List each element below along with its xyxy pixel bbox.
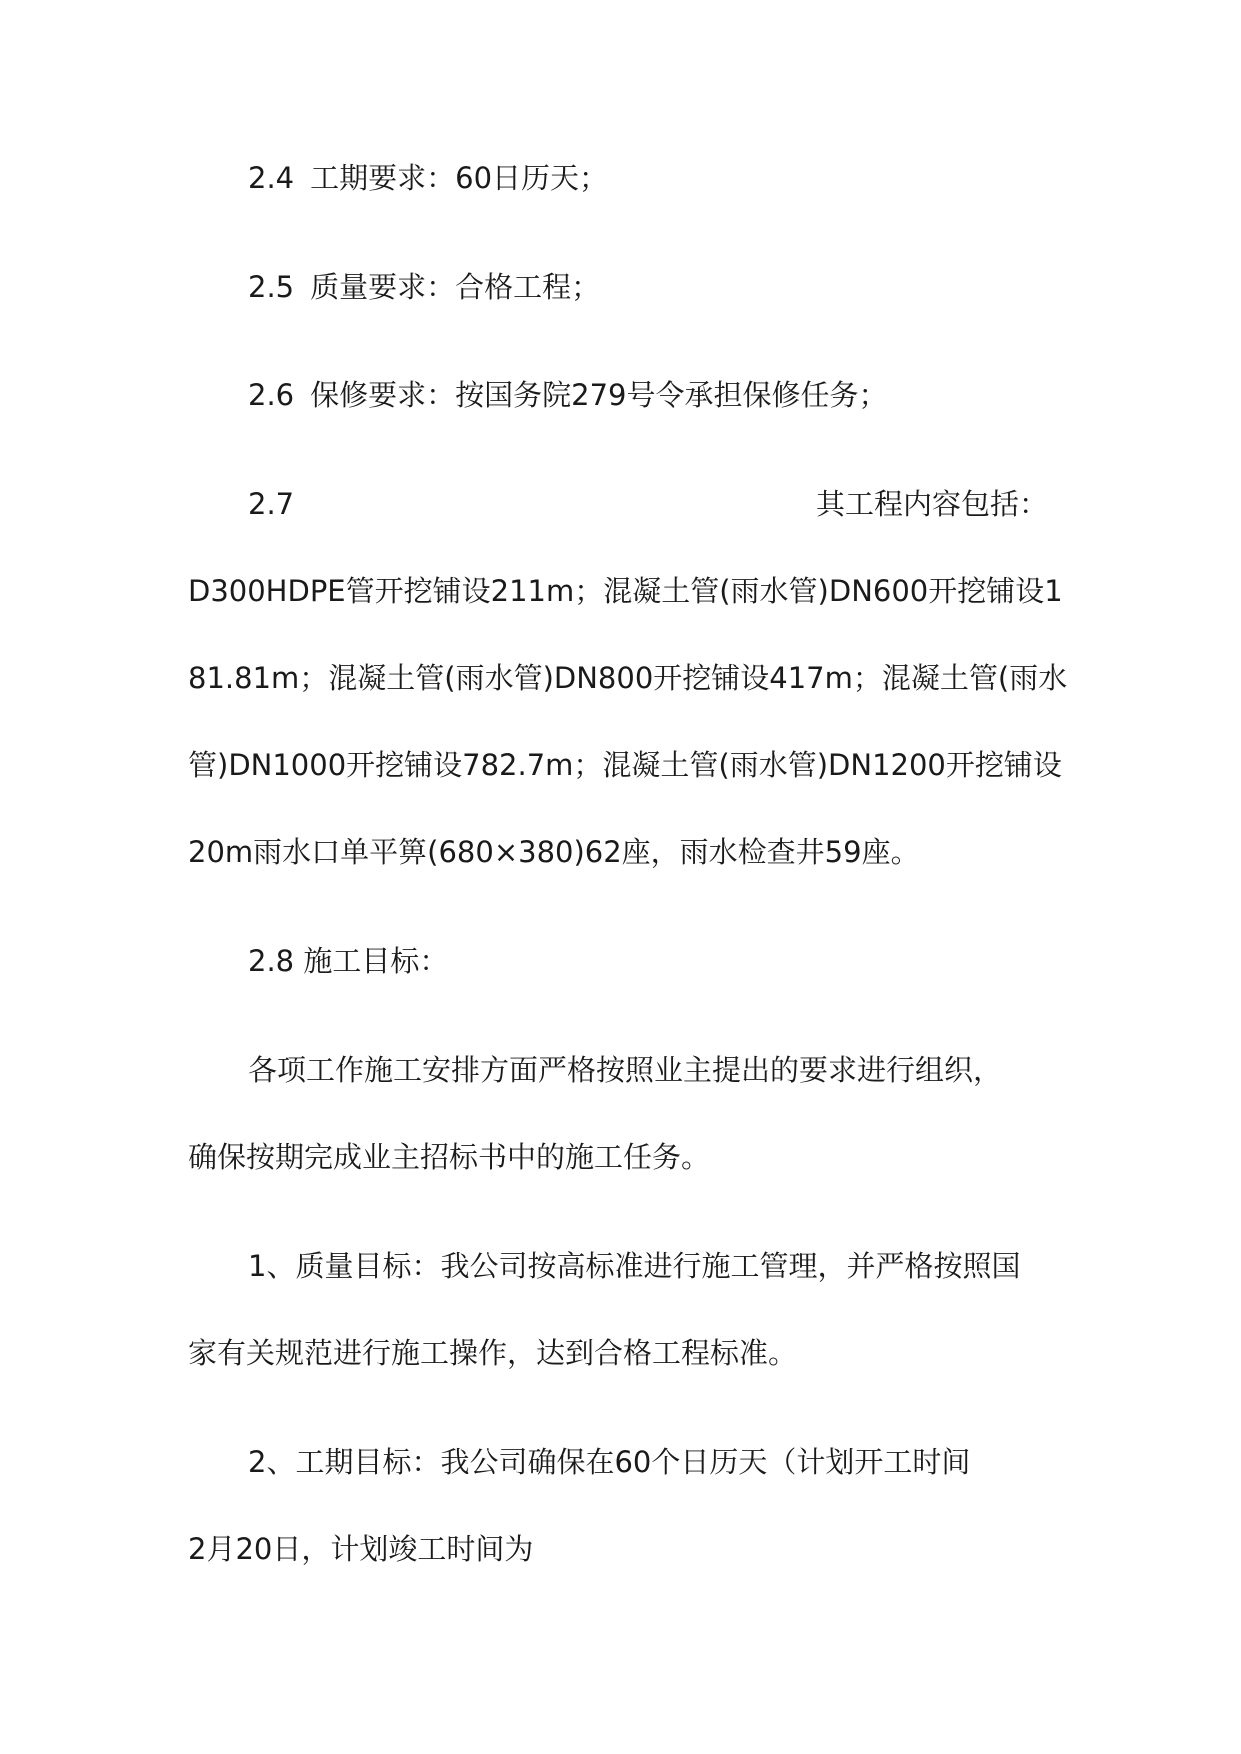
- section-number: 2.7: [248, 487, 295, 521]
- section-2-6-line: [248, 375, 1108, 415]
- paragraph-line: 各项工作施工安排方面严格按照业主提出的要求进行组织，: [248, 1053, 1003, 1087]
- paragraph-line: 确保按期完成业主招标书中的施工任务。: [188, 1140, 711, 1174]
- section-text: 其工程内容包括：: [815, 487, 1048, 521]
- schedule-target-line: 2、工期目标：我公司确保在60个日历天（计划开工时间: [248, 1445, 971, 1479]
- paragraph-line: 81.81m；混凝土管(雨水管)DN800开挖铺设417m；混凝土管(雨水: [188, 661, 1068, 695]
- paragraph-line: D300HDPE管开挖铺设211m；混凝土管(雨水管)DN600开挖铺设1: [188, 574, 1063, 608]
- section-number: 2.6: [248, 378, 295, 412]
- section-number: 2.4: [248, 161, 295, 195]
- paragraph-line: 家有关规范进行施工操作，达到合格工程标准。: [188, 1336, 798, 1370]
- section-2-4-line: [248, 158, 1108, 198]
- section-text: 质量要求：合格工程；: [310, 270, 601, 304]
- section-text: 保修要求：按国务院279号令承担保修任务；: [310, 378, 888, 412]
- paragraph-line: 2月20日，计划竣工时间为: [188, 1532, 534, 1566]
- section-2-8-heading: 2.8 施工目标：: [248, 944, 449, 978]
- section-number: 2.5: [248, 270, 295, 304]
- section-text: 工期要求：60日历天；: [310, 161, 609, 195]
- paragraph-line: 管)DN1000开挖铺设782.7m；混凝土管(雨水管)DN1200开挖铺设: [188, 748, 1062, 782]
- section-2-5-line: [248, 267, 1108, 307]
- paragraph-line: 20m雨水口单平箅(680×380)62座，雨水检查井59座。: [188, 835, 920, 869]
- quality-target-line: 1、质量目标：我公司按高标准进行施工管理，并严格按照国: [248, 1249, 1021, 1283]
